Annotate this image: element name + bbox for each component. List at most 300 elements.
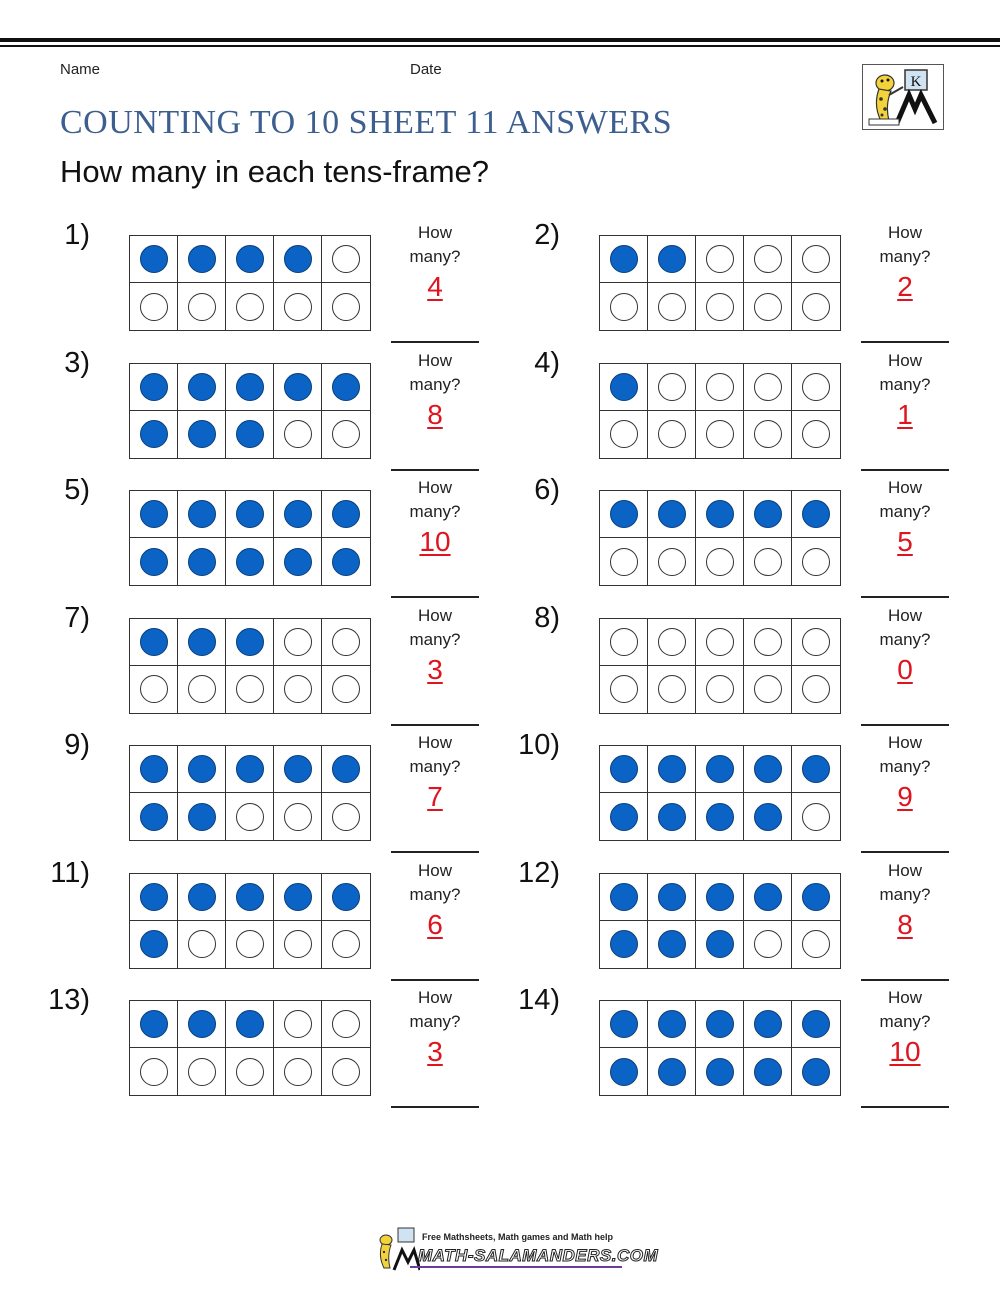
instructions: How many in each tens-frame? (60, 154, 490, 189)
how-many-prompt (390, 731, 480, 779)
tens-frame-cell (274, 793, 322, 840)
filled-counter (188, 755, 216, 783)
footer-underline (410, 1266, 622, 1268)
answer-value: 10 (889, 1036, 921, 1067)
tens-frame-cell (744, 921, 792, 968)
empty-counter (658, 373, 686, 401)
filled-counter (332, 500, 360, 528)
tens-frame-cell (178, 793, 226, 840)
filled-counter (284, 548, 312, 576)
empty-counter (284, 293, 312, 321)
prompt-line-2: many? (409, 247, 461, 266)
name-label: Name (60, 61, 101, 78)
problem-number: 13) (48, 984, 90, 1016)
tens-frame (599, 235, 841, 331)
filled-counter (754, 500, 782, 528)
tens-frame-cell (792, 874, 840, 921)
filled-counter (332, 548, 360, 576)
tens-frame-cell (648, 619, 696, 666)
problem-number: 9) (64, 729, 90, 761)
tens-frame-cell (178, 1001, 226, 1048)
empty-counter (706, 628, 734, 656)
tens-frame-cell (178, 666, 226, 713)
filled-counter (610, 755, 638, 783)
tens-frame-cell (274, 236, 322, 283)
tens-frame-cell (792, 491, 840, 538)
empty-counter (610, 420, 638, 448)
filled-counter (284, 500, 312, 528)
tens-frame-cell (226, 1048, 274, 1095)
empty-counter (802, 675, 830, 703)
prompt-line-1: How (417, 478, 452, 497)
empty-counter (610, 548, 638, 576)
filled-counter (706, 1010, 734, 1038)
problem-number: 8) (534, 601, 560, 634)
tens-frame-cell (130, 364, 178, 411)
problem-number: 12) (518, 856, 560, 889)
tens-frame-cell (130, 746, 178, 793)
filled-counter (236, 1010, 264, 1038)
prompt-line-2: many? (409, 502, 461, 521)
prompt-line-2: many? (409, 884, 461, 904)
filled-counter (236, 755, 264, 783)
filled-counter (658, 1058, 686, 1086)
empty-counter (610, 628, 638, 656)
salamander-logo-icon (863, 65, 943, 129)
empty-counter (236, 293, 264, 321)
answer-line (391, 979, 479, 981)
empty-counter (802, 293, 830, 321)
answer-value: 2 (897, 271, 913, 302)
problem-11 (20, 856, 490, 991)
problem-3 (20, 346, 490, 481)
empty-counter (284, 675, 312, 703)
filled-counter (140, 245, 168, 273)
filled-counter (610, 500, 638, 528)
answer-line (861, 596, 949, 598)
tens-frame (599, 490, 841, 586)
empty-counter (754, 293, 782, 321)
tens-frame-cell (600, 874, 648, 921)
answer-value: 7 (427, 781, 443, 812)
prompt-line-1: How (417, 988, 452, 1007)
prompt-line-1: How (887, 988, 922, 1007)
tens-frame-cell (322, 364, 370, 411)
tens-frame-cell (744, 364, 792, 411)
tens-frame-cell (322, 793, 370, 840)
empty-counter (754, 628, 782, 656)
tens-frame-cell (130, 666, 178, 713)
filled-counter (658, 1010, 686, 1038)
tens-frame-cell (696, 538, 744, 585)
empty-counter (754, 373, 782, 401)
filled-counter (610, 1058, 638, 1086)
tens-frame-cell (648, 874, 696, 921)
empty-counter (802, 628, 830, 656)
problem-2 (490, 219, 960, 353)
empty-counter (802, 373, 830, 401)
tens-frame-cell (792, 666, 840, 713)
empty-counter (754, 548, 782, 576)
empty-counter (332, 245, 360, 273)
filled-counter (236, 500, 264, 528)
answer-line (861, 979, 949, 981)
tens-frame-cell (648, 1048, 696, 1095)
filled-counter (332, 755, 360, 783)
how-many-prompt (860, 604, 950, 652)
filled-counter (802, 500, 830, 528)
filled-counter (706, 1058, 734, 1086)
tens-frame-cell (792, 793, 840, 840)
how-many-prompt (390, 859, 480, 907)
problem-7 (20, 601, 490, 736)
top-rule-thin (0, 45, 1000, 47)
filled-counter (140, 930, 168, 958)
tens-frame (129, 235, 371, 331)
empty-counter (284, 420, 312, 448)
tens-frame (129, 363, 371, 459)
filled-counter (236, 245, 264, 273)
empty-counter (706, 373, 734, 401)
tens-frame (129, 1000, 371, 1096)
empty-counter (332, 675, 360, 703)
tens-frame-cell (178, 874, 226, 921)
tens-frame-cell (178, 921, 226, 968)
tens-frame (129, 873, 371, 969)
empty-counter (658, 628, 686, 656)
prompt-line-2: many? (879, 629, 931, 649)
tens-frame-cell (744, 538, 792, 585)
problem-number: 4) (534, 346, 560, 379)
problem-number: 7) (64, 601, 90, 634)
filled-counter (610, 373, 638, 401)
filled-counter (140, 548, 168, 576)
tens-frame-cell (226, 1001, 274, 1048)
answer-line (861, 724, 949, 726)
tens-frame-cell (600, 411, 648, 458)
problem-12 (490, 856, 960, 991)
tens-frame-cell (648, 1001, 696, 1048)
tens-frame-cell (696, 283, 744, 330)
tens-frame-cell (648, 538, 696, 585)
filled-counter (658, 755, 686, 783)
answer-line (391, 596, 479, 598)
tens-frame-cell (744, 666, 792, 713)
tens-frame-cell (178, 1048, 226, 1095)
tens-frame-cell (322, 666, 370, 713)
prompt-line-1: How (887, 478, 922, 497)
tens-frame (599, 1000, 841, 1096)
answer-value: 9 (897, 781, 913, 812)
empty-counter (236, 803, 264, 831)
empty-counter (188, 930, 216, 958)
filled-counter (754, 1058, 782, 1086)
filled-counter (188, 500, 216, 528)
prompt-line-2: many? (879, 884, 931, 904)
prompt-line-2: many? (409, 629, 461, 649)
empty-counter (706, 420, 734, 448)
problem-number: 5) (64, 474, 90, 506)
tens-frame-cell (792, 1048, 840, 1095)
tens-frame-cell (322, 619, 370, 666)
filled-counter (140, 803, 168, 831)
prompt-line-2: many? (409, 757, 461, 776)
top-rule-thick (0, 38, 1000, 42)
footer-brand: MATH-SALAMANDERS.COM (418, 1246, 659, 1265)
svg-text:K: K (910, 74, 922, 90)
tens-frame-cell (600, 236, 648, 283)
filled-counter (284, 883, 312, 911)
empty-counter (140, 293, 168, 321)
filled-counter (706, 755, 734, 783)
empty-counter (610, 675, 638, 703)
problem-13 (20, 984, 490, 1118)
empty-counter (754, 245, 782, 273)
filled-counter (236, 373, 264, 401)
filled-counter (802, 1058, 830, 1086)
empty-counter (658, 675, 686, 703)
tens-frame-cell (600, 538, 648, 585)
tens-frame-cell (178, 411, 226, 458)
answer-value: 0 (897, 653, 913, 685)
date-label: Date (410, 61, 442, 78)
empty-counter (284, 803, 312, 831)
empty-counter (706, 245, 734, 273)
tens-frame-cell (178, 236, 226, 283)
tens-frame-cell (696, 746, 744, 793)
tens-frame (129, 618, 371, 714)
answer-value: 3 (427, 653, 443, 685)
problem-number: 11) (50, 856, 90, 889)
tens-frame (599, 745, 841, 841)
problem-4 (490, 346, 960, 481)
how-many-prompt (860, 349, 950, 397)
prompt-line-1: How (417, 223, 452, 242)
filled-counter (236, 628, 264, 656)
tens-frame-cell (178, 491, 226, 538)
filled-counter (658, 500, 686, 528)
tens-frame-cell (600, 364, 648, 411)
filled-counter (140, 883, 168, 911)
tens-frame-cell (600, 793, 648, 840)
empty-counter (754, 420, 782, 448)
tens-frame-cell (130, 1001, 178, 1048)
tens-frame-cell (322, 921, 370, 968)
empty-counter (332, 293, 360, 321)
tens-frame-cell (648, 746, 696, 793)
tens-frame-cell (226, 619, 274, 666)
problem-10 (490, 729, 960, 863)
problem-number: 14) (518, 984, 560, 1016)
tens-frame-cell (600, 921, 648, 968)
tens-frame-cell (696, 411, 744, 458)
prompt-line-1: How (417, 605, 452, 625)
filled-counter (610, 883, 638, 911)
prompt-line-2: many? (879, 374, 931, 394)
empty-counter (706, 675, 734, 703)
tens-frame-cell (792, 411, 840, 458)
tens-frame-cell (226, 364, 274, 411)
tens-frame-cell (792, 538, 840, 585)
filled-counter (284, 245, 312, 273)
tens-frame-cell (792, 364, 840, 411)
empty-counter (140, 675, 168, 703)
answer-value: 1 (897, 398, 913, 430)
tens-frame-cell (696, 619, 744, 666)
filled-counter (610, 1010, 638, 1038)
filled-counter (140, 373, 168, 401)
empty-counter (802, 930, 830, 958)
answer-line (391, 469, 479, 471)
tens-frame-cell (696, 921, 744, 968)
filled-counter (706, 883, 734, 911)
filled-counter (802, 1010, 830, 1038)
tens-frame-cell (744, 1048, 792, 1095)
empty-counter (332, 420, 360, 448)
empty-counter (332, 803, 360, 831)
tens-frame-cell (226, 666, 274, 713)
tens-frame-cell (130, 619, 178, 666)
prompt-line-2: many? (879, 247, 931, 266)
tens-frame-cell (130, 538, 178, 585)
tens-frame-cell (600, 1001, 648, 1048)
tens-frame-cell (322, 538, 370, 585)
filled-counter (188, 245, 216, 273)
how-many-prompt (390, 349, 480, 397)
tens-frame-cell (130, 921, 178, 968)
problem-number: 3) (64, 346, 90, 379)
tens-frame-cell (130, 1048, 178, 1095)
problem-number: 6) (534, 474, 560, 506)
tens-frame-cell (696, 666, 744, 713)
empty-counter (284, 930, 312, 958)
tens-frame-cell (226, 538, 274, 585)
tens-frame-cell (744, 236, 792, 283)
filled-counter (754, 1010, 782, 1038)
tens-frame-cell (696, 491, 744, 538)
empty-counter (236, 1058, 264, 1086)
filled-counter (658, 883, 686, 911)
tens-frame-cell (274, 619, 322, 666)
tens-frame-cell (226, 746, 274, 793)
how-many-prompt (860, 221, 950, 269)
prompt-line-2: many? (879, 757, 931, 776)
tens-frame (599, 363, 841, 459)
answer-line (861, 851, 949, 853)
problem-8 (490, 601, 960, 736)
prompt-line-1: How (887, 860, 922, 880)
how-many-prompt (860, 731, 950, 779)
tens-frame-cell (130, 283, 178, 330)
filled-counter (188, 628, 216, 656)
tens-frame-cell (178, 746, 226, 793)
empty-counter (332, 1058, 360, 1086)
tens-frame-cell (600, 283, 648, 330)
footer-tagline: Free Mathsheets, Math games and Math help (422, 1232, 614, 1242)
answer-value: 8 (427, 398, 443, 430)
prompt-line-2: many? (879, 1012, 931, 1031)
problem-number: 2) (534, 219, 560, 251)
filled-counter (658, 803, 686, 831)
tens-frame-cell (226, 283, 274, 330)
tens-frame-cell (226, 921, 274, 968)
filled-counter (284, 373, 312, 401)
tens-frame-cell (648, 793, 696, 840)
tens-frame-cell (744, 793, 792, 840)
tens-frame-cell (744, 1001, 792, 1048)
tens-frame-cell (600, 746, 648, 793)
filled-counter (236, 548, 264, 576)
tens-frame-cell (696, 1001, 744, 1048)
filled-counter (610, 803, 638, 831)
tens-frame-cell (322, 874, 370, 921)
filled-counter (188, 548, 216, 576)
problem-14 (490, 984, 960, 1118)
tens-frame-cell (792, 619, 840, 666)
filled-counter (610, 930, 638, 958)
filled-counter (754, 803, 782, 831)
filled-counter (140, 420, 168, 448)
tens-frame-cell (274, 538, 322, 585)
tens-frame-cell (792, 1001, 840, 1048)
answer-line (391, 724, 479, 726)
filled-counter (706, 930, 734, 958)
empty-counter (236, 930, 264, 958)
prompt-line-1: How (417, 860, 452, 880)
tens-frame (129, 490, 371, 586)
empty-counter (754, 675, 782, 703)
tens-frame-cell (648, 411, 696, 458)
tens-frame-cell (744, 411, 792, 458)
tens-frame-cell (322, 236, 370, 283)
empty-counter (706, 548, 734, 576)
empty-counter (706, 293, 734, 321)
empty-counter (140, 1058, 168, 1086)
empty-counter (332, 1010, 360, 1038)
problem-number: 10) (518, 729, 560, 761)
answer-line (861, 1106, 949, 1108)
filled-counter (754, 883, 782, 911)
tens-frame-cell (178, 538, 226, 585)
how-many-prompt (860, 476, 950, 524)
prompt-line-1: How (887, 733, 922, 752)
answer-value: 8 (897, 908, 913, 940)
problem-5 (20, 474, 490, 608)
empty-counter (188, 293, 216, 321)
how-many-prompt (390, 986, 480, 1034)
tens-frame-cell (744, 283, 792, 330)
how-many-prompt (390, 221, 480, 269)
tens-frame-cell (274, 921, 322, 968)
prompt-line-2: many? (879, 502, 931, 521)
tens-frame-cell (274, 874, 322, 921)
filled-counter (188, 803, 216, 831)
tens-frame-cell (322, 746, 370, 793)
empty-counter (754, 930, 782, 958)
tens-frame-cell (178, 364, 226, 411)
tens-frame-cell (274, 666, 322, 713)
filled-counter (188, 373, 216, 401)
tens-frame-cell (274, 364, 322, 411)
page-title: COUNTING TO 10 SHEET 11 ANSWERS (60, 104, 673, 141)
tens-frame-cell (274, 1001, 322, 1048)
empty-counter (658, 293, 686, 321)
tens-frame-cell (600, 666, 648, 713)
tens-frame-cell (274, 283, 322, 330)
tens-frame-cell (696, 874, 744, 921)
tens-frame-cell (696, 364, 744, 411)
empty-counter (332, 628, 360, 656)
